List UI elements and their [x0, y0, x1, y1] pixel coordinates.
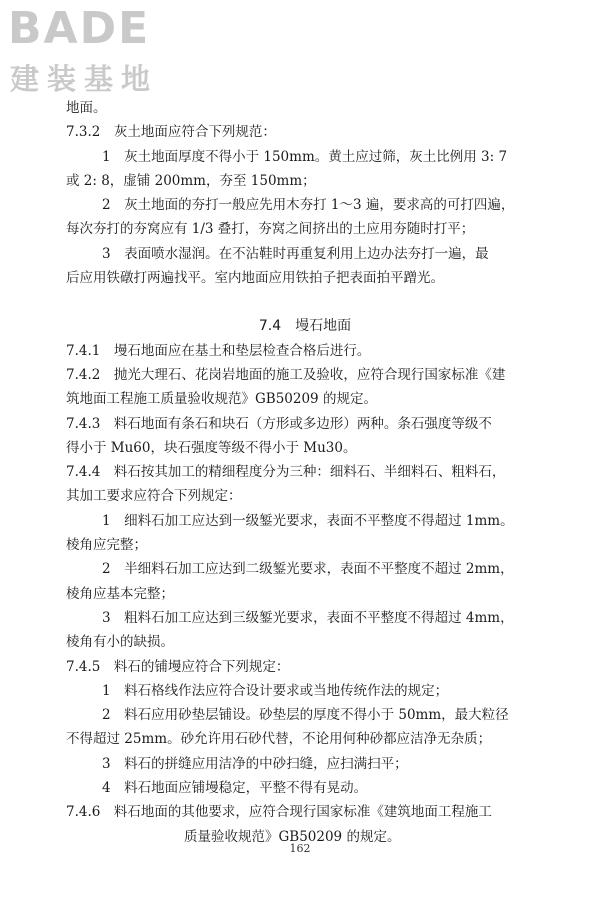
- clause-heading: 7.3.2 灰土地面应符合下列规范：: [66, 124, 276, 141]
- clause-line: 7.4.5 料石的铺墁应符合下列规定：: [66, 658, 290, 675]
- page-number: 162: [289, 842, 311, 855]
- paragraph-line: 后应用铁礅打两遍找平。室内地面应用铁拍子把表面拍平蹭光。: [66, 270, 444, 287]
- paragraph-line: 不得超过 25mm。砂允许用石砂代替，不论用何种砂都应洁净无杂质；: [66, 731, 492, 748]
- clause-line: 7.4.1 墁石地面应在基土和垫层检查合格后进行。: [66, 342, 371, 359]
- paragraph-line: 地面。: [66, 100, 107, 116]
- clause-line: 7.4.4 料石按其加工的精细程度分为三种：细料石、半细料石、粗料石，: [66, 464, 506, 481]
- paragraph-line: 得小于 Mu60，块石强度等级不得小于 Mu30。: [66, 439, 357, 456]
- paragraph-line: 棱角应基本完整；: [66, 585, 174, 602]
- clause-line: 7.4.2 抛光大理石、花岗岩地面的施工及验收，应符合现行国家标准《建: [66, 366, 506, 383]
- logo-subtitle-text: 建装基地: [10, 62, 159, 96]
- paragraph-line: 1 灰土地面厚度不得小于 150mm。黄土应过筛，灰土比例用 3: 7: [102, 148, 508, 165]
- paragraph-line: 2 料石应用砂垫层铺设。砂垫层的厚度不得小于 50mm，最大粒径: [102, 707, 509, 724]
- paragraph-line: 2 半细料石加工应达到二级錾光要求，表面不平整度不超过 2mm，: [102, 561, 514, 578]
- paragraph-line: 3 料石的拼缝应用洁净的中砂扫缝，应扫满扫平；: [102, 755, 408, 772]
- paragraph-line: 3 粗料石加工应达到三级錾光要求，表面不平整度不得超过 4mm，: [102, 609, 514, 626]
- logo-brand-text: BADE: [8, 3, 151, 54]
- section-spacer: [66, 290, 544, 314]
- paragraph-line: 棱角有小的缺损。: [66, 634, 174, 651]
- paragraph-line: 2 灰土地面的夯打一般应先用木夯打 1～3 遍，要求高的可打四遍，: [102, 197, 515, 214]
- paragraph-line: 1 细料石加工应达到一级錾光要求，表面不平整度不得超过 1mm。: [102, 512, 514, 529]
- section-heading: 7.4 墁石地面: [258, 318, 352, 335]
- paragraph-line: 或 2: 8，虚铺 200mm，夯至 150mm；: [66, 172, 316, 189]
- clause-line: 7.4.6 料石地面的其他要求，应符合现行国家标准《建筑地面工程施工: [66, 804, 492, 821]
- paragraph-line: 棱角应完整；: [66, 537, 147, 554]
- paragraph-line: 筑地面工程施工质量验收规范》GB50209 的规定。: [66, 391, 377, 408]
- paragraph-line: 1 料石格线作法应符合设计要求或当地传统作法的规定；: [102, 682, 449, 699]
- paragraph-line: 每次夯打的夯窝应有 1/3 叠打，夯窝之间挤出的土应用夯随时打平；: [66, 221, 475, 238]
- bade-logo: [8, 4, 178, 104]
- clause-line: 7.4.3 料石地面有条石和块石（方形或多边形）两种。条石强度等级不: [66, 415, 492, 432]
- paragraph-line: 4 料石地面应铺墁稳定，平整不得有晃动。: [102, 780, 368, 797]
- document-body: [66, 96, 544, 849]
- paragraph-line: 质量验收规范》GB50209 的规定。: [184, 828, 401, 845]
- paragraph-line: 3 表面喷水湿润。在不沾鞋时再重复利用上边办法夯打一遍，最: [102, 245, 489, 262]
- paragraph-line: 其加工要求应符合下列规定：: [66, 488, 242, 505]
